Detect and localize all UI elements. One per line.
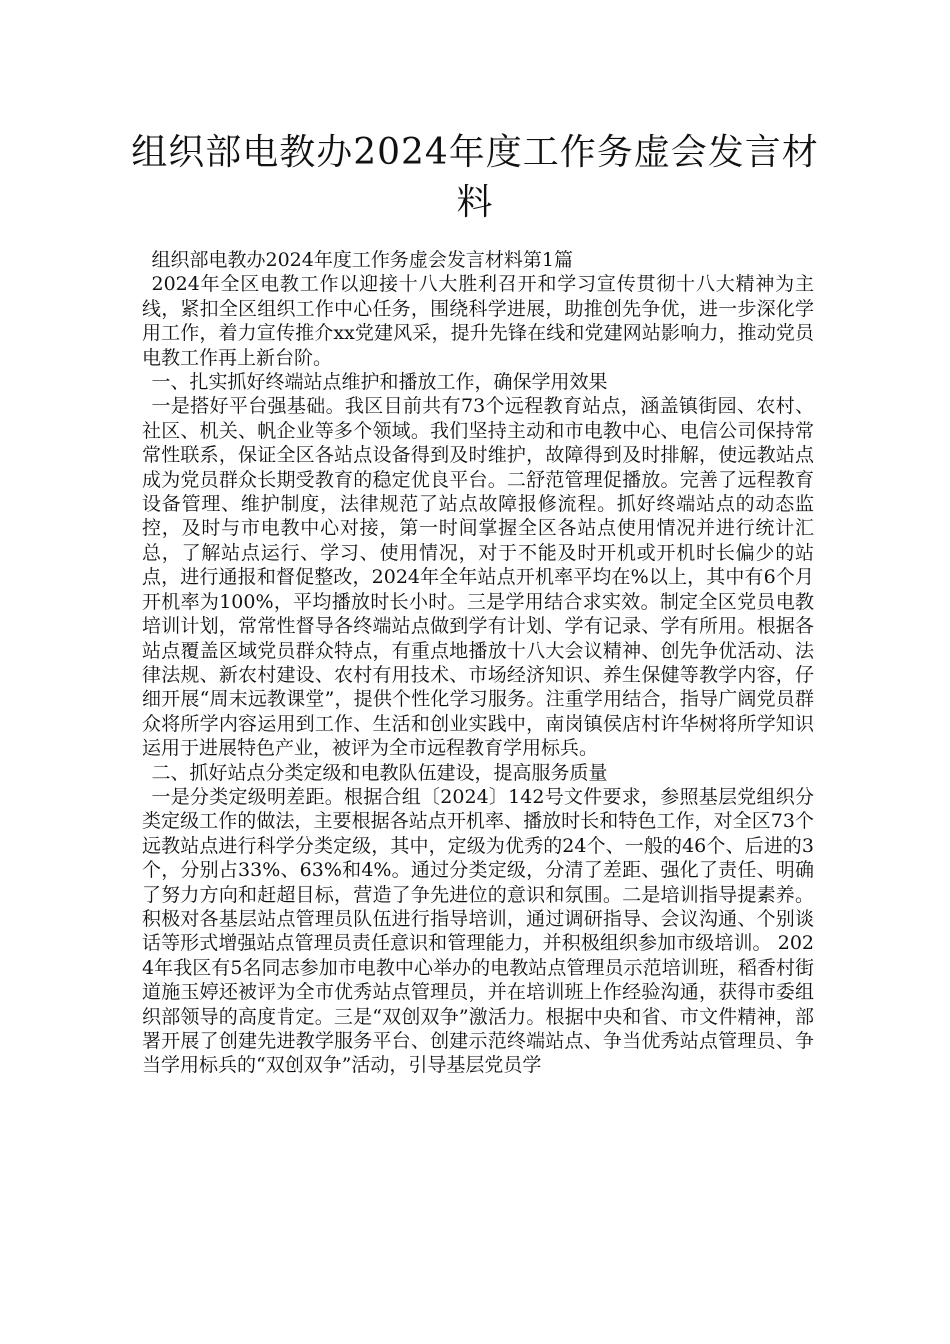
document-body <box>142 248 814 1078</box>
document-title: 组织部电教办2024年度工作务虚会发言材料 <box>131 132 819 223</box>
body-paragraph: 一是搭好平台强基础。我区目前共有73个远程教育站点，涵盖镇街园、农村、社区、机关、帆企业等多个领域。我们坚持主动和市电教中心、电信公司保持常常性联系，保证全区各站点设备得到及时维护，故障得到及时排解，使远教站点成为党员群众长期受教育的稳定优良平台。二舒范管理促播放。完善了远程教育设备管理、维护制度，法律规范了站点故障报修流程。抓好终端站点的动态监控，及时与市电教中心对接，第一时间掌握全区各站点使用情况并进行统计汇总，了解站点运行、学习、使用情况，对于不能及时开机或开机时长偏少的站点，进行通报和督促整改，2024年全年站点开机率平均在%以上，其中有6个月开机率为100%，平均播放时长小时。三是学用结合求实效。制定全区党员电教培训计划，常常性督导各终端站点做到学有计划、学有记录、学有所用。根据各站点覆盖区域党员群众特点，有重点地播放十八大会议精神、创先争优活动、法律法规、新农村建设、农村有用技术、市场经济知识、养生保健等教学内容，仔细开展“周末远教课堂”，提供个性化学习服务。注重学用结合，指导广阔党员群众将所学内容运用到工作、生活和创业实践中，南岗镇侯店村许华树将所学知识运用于进展特色产业，被评为全市远程教育学用标兵。 <box>142 395 814 760</box>
body-paragraph: 一是分类定级明差距。根据合组〔2024〕142号文件要求，参照基层党组织分类定级工作的做法，主要根据各站点开机率、播放时长和特色工作，对全区73个远教站点进行科学分类定级，其中，定级为优秀的24个、一般的46个、后进的3个，分别占33%、63%和4%。通过分类定级，分清了差距、强化了责任、明确了努力方向和赶超目标，营造了争先进位的意识和氛围。二是培训指导提素养。积极对各基层站点管理员队伍进行指导培训，通过调研指导、会议沟通、个别谈话等形式增强站点管理员责任意识和管理能力，并积极组织参加市级培训。 2024年我区有5名同志参加市电教中心举办的电教站点管理员示范培训班，稻香村街道施玉婷还被评为全市优秀站点管理员，并在培训班上作经验沟通，获得市委组织部领导的高度肯定。三是“双创双争”激活力。根据中央和省、市文件精神，部署开展了创建先进教学服务平台、创建示范终端站点、争当优秀站点管理员、争当学用标兵的“双创双争”活动，引导基层党员学 <box>142 785 814 1077</box>
section-heading: 二、抓好站点分类定级和电教队伍建设，提高服务质量 <box>151 761 608 784</box>
section-heading: 一、扎实抓好终端站点维护和播放工作，确保学用效果 <box>151 371 608 394</box>
body-paragraph: 2024年全区电教工作以迎接十八大胜利召开和学习宣传贯彻十八大精神为主线，紧扣全区组织工作中心任务，围绕科学进展，助推创先争优，进一步深化学用工作，着力宣传推介xx党建风采，提升先锋在线和党建网站影响力，推动党员电教工作再上新台阶。 <box>142 273 814 369</box>
section-heading: 组织部电教办2024年度工作务虚会发言材料第1篇 <box>151 249 573 271</box>
